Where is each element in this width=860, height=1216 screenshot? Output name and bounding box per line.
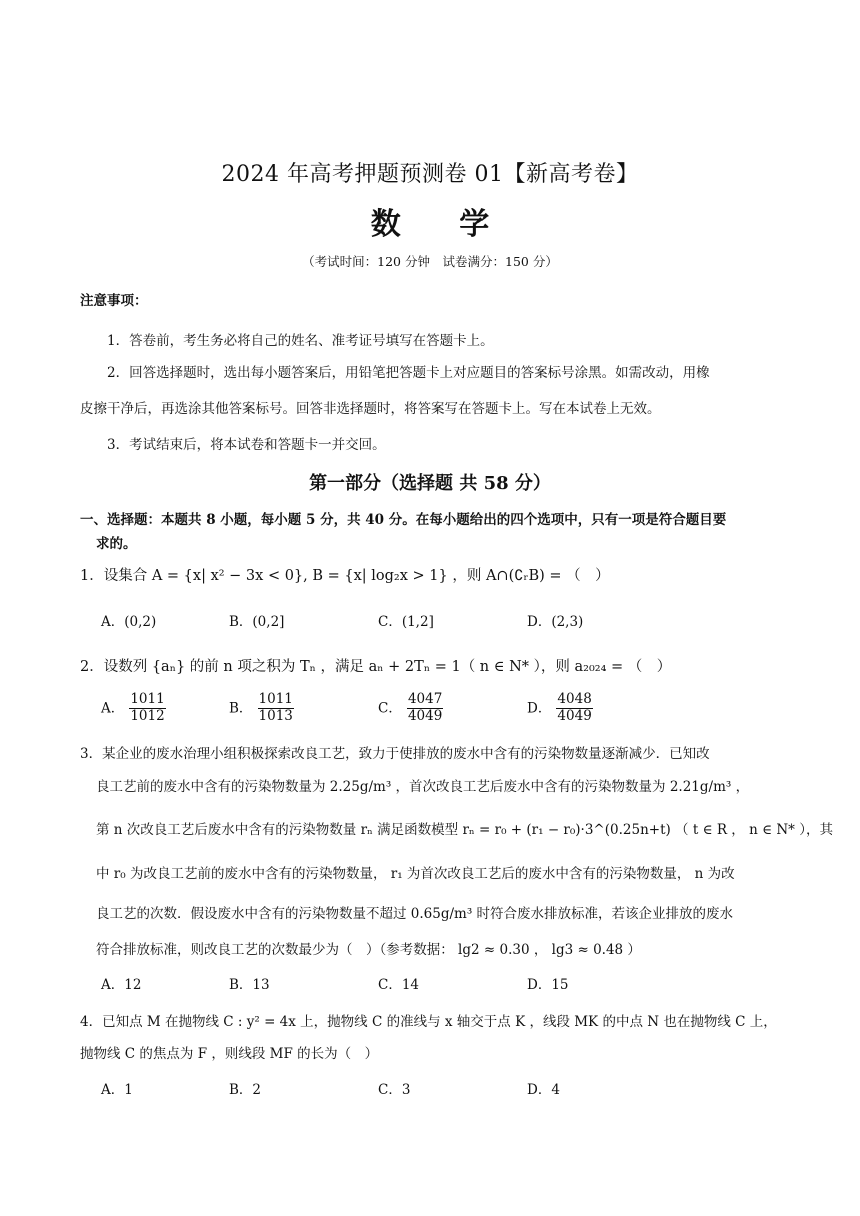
q4-option-d: D．4	[527, 1082, 560, 1098]
q4-line-1: 4．已知点 M 在抛物线 C : y² = 4x 上，抛物线 C 的准线与 x 轴交于点 K ，线段 MK 的中点 N 也在抛物线 C 上，	[80, 1014, 777, 1030]
q2-option-c-label: C．	[378, 700, 402, 717]
q2-option-b-fraction	[258, 692, 294, 724]
section-instruction-line-2: 求的。	[96, 536, 137, 552]
q2-option-b-numerator: 1011	[258, 691, 293, 707]
q4-option-a: A．1	[101, 1082, 133, 1098]
q2-option-b-denominator: 1013	[258, 707, 293, 724]
q3-line-2: 良工艺前的废水中含有的污染物数量为 2.25g/m³ ，首次改良工艺后废水中含有的污染物数量为 2.21g/m³ ，	[96, 779, 750, 795]
q1-option-d: D．(2,3)	[527, 614, 584, 630]
q1-option-c: C．(1,2]	[378, 614, 434, 630]
q3-line-5: 良工艺的次数．假设废水中含有的污染物数量不超过 0.65g/m³ 时符合废水排放标准，若该企业排放的废水	[96, 906, 734, 922]
q4-line-2: 抛物线 C 的焦点为 F ，则线段 MF 的长为（ ）	[80, 1046, 379, 1062]
q2-option-c	[378, 692, 443, 724]
note-item-3: 3．考试结束后，将本试卷和答题卡一并交回。	[107, 437, 386, 453]
q2-option-d-fraction	[556, 692, 592, 724]
q4-option-c: C．3	[378, 1082, 411, 1098]
q2-option-d	[527, 692, 593, 724]
q2-option-a-label: A．	[101, 700, 125, 717]
q4-option-b: B．2	[229, 1082, 262, 1098]
notes-heading: 注意事项：	[80, 293, 148, 309]
note-item-2-line-1: 2．回答选择题时，选出每小题答案后，用铅笔把答题卡上对应题目的答案标号涂黑。如需改动，用橡	[107, 365, 710, 381]
section-title: 第一部分（选择题 共 58 分）	[309, 473, 551, 494]
section-instruction-line-1: 一、选择题：本题共 8 小题，每小题 5 分，共 40 分。在每小题给出的四个选项中，只有一项是符合题目要	[80, 512, 727, 528]
q2-option-b-label: B．	[229, 700, 253, 717]
q3-line-1: 3．某企业的废水治理小组积极探索改良工艺，致力于使排放的废水中含有的污染物数量逐渐减少．已知改	[80, 746, 710, 762]
q2-option-d-numerator: 4048	[557, 691, 592, 707]
q2-option-d-denominator: 4049	[557, 707, 592, 724]
exam-title: 2024 年高考押题预测卷 01【新高考卷】	[221, 162, 639, 187]
q3-line-4: 中 r₀ 为改良工艺前的废水中含有的污染物数量， r₁ 为首次改良工艺后的废水中含有的污染物数量， n 为改	[96, 866, 735, 882]
q2-stem: 2．设数列 {aₙ} 的前 n 项之积为 Tₙ ，满足 aₙ + 2Tₙ = 1（ n ∈ N* ），则 a₂₀₂₄ = （ ）	[80, 659, 672, 675]
note-item-2-line-2: 皮擦干净后，再选涂其他答案标号。回答非选择题时，将答案写在答题卡上。写在本试卷上无效。	[80, 401, 661, 417]
q2-option-a-denominator: 1012	[130, 707, 165, 724]
q3-option-c: C．14	[378, 977, 420, 993]
q1-stem: 1．设集合 A = {x| x² − 3x < 0}, B = {x| log₂x > 1} ，则 A∩(∁ᵣB) = （ ）	[80, 568, 610, 584]
q2-option-c-numerator: 4047	[407, 691, 443, 707]
q2-option-c-fraction	[407, 692, 443, 724]
exam-info: （考试时间：120 分钟 试卷满分：150 分）	[302, 254, 558, 269]
q3-option-d: D．15	[527, 977, 569, 993]
q2-option-d-label: D．	[527, 700, 552, 717]
q2-option-a-fraction	[129, 692, 165, 724]
note-item-1: 1．答卷前，考生务必将自己的姓名、准考证号填写在答题卡上。	[107, 333, 494, 349]
q2-option-b	[229, 692, 294, 724]
q1-option-b: B．(0,2]	[229, 614, 285, 630]
q3-line-3: 第 n 次改良工艺后废水中含有的污染物数量 rₙ 满足函数模型 rₙ = r₀ + (r₁ − r₀)·3^(0.25n+t) （ t ∈ R ， n ∈ N* ），其	[96, 822, 833, 838]
q2-option-c-denominator: 4049	[407, 707, 443, 724]
q1-option-a: A．(0,2)	[101, 614, 157, 630]
q3-line-6: 符合排放标准，则改良工艺的次数最少为（ ）（参考数据： lg2 ≈ 0.30 ， lg3 ≈ 0.48 ）	[96, 942, 641, 958]
q3-option-b: B．13	[229, 977, 270, 993]
q2-option-a	[101, 692, 166, 724]
q2-option-a-numerator: 1011	[130, 691, 165, 707]
q3-option-a: A．12	[101, 977, 142, 993]
subject-title: 数 学	[370, 207, 514, 242]
